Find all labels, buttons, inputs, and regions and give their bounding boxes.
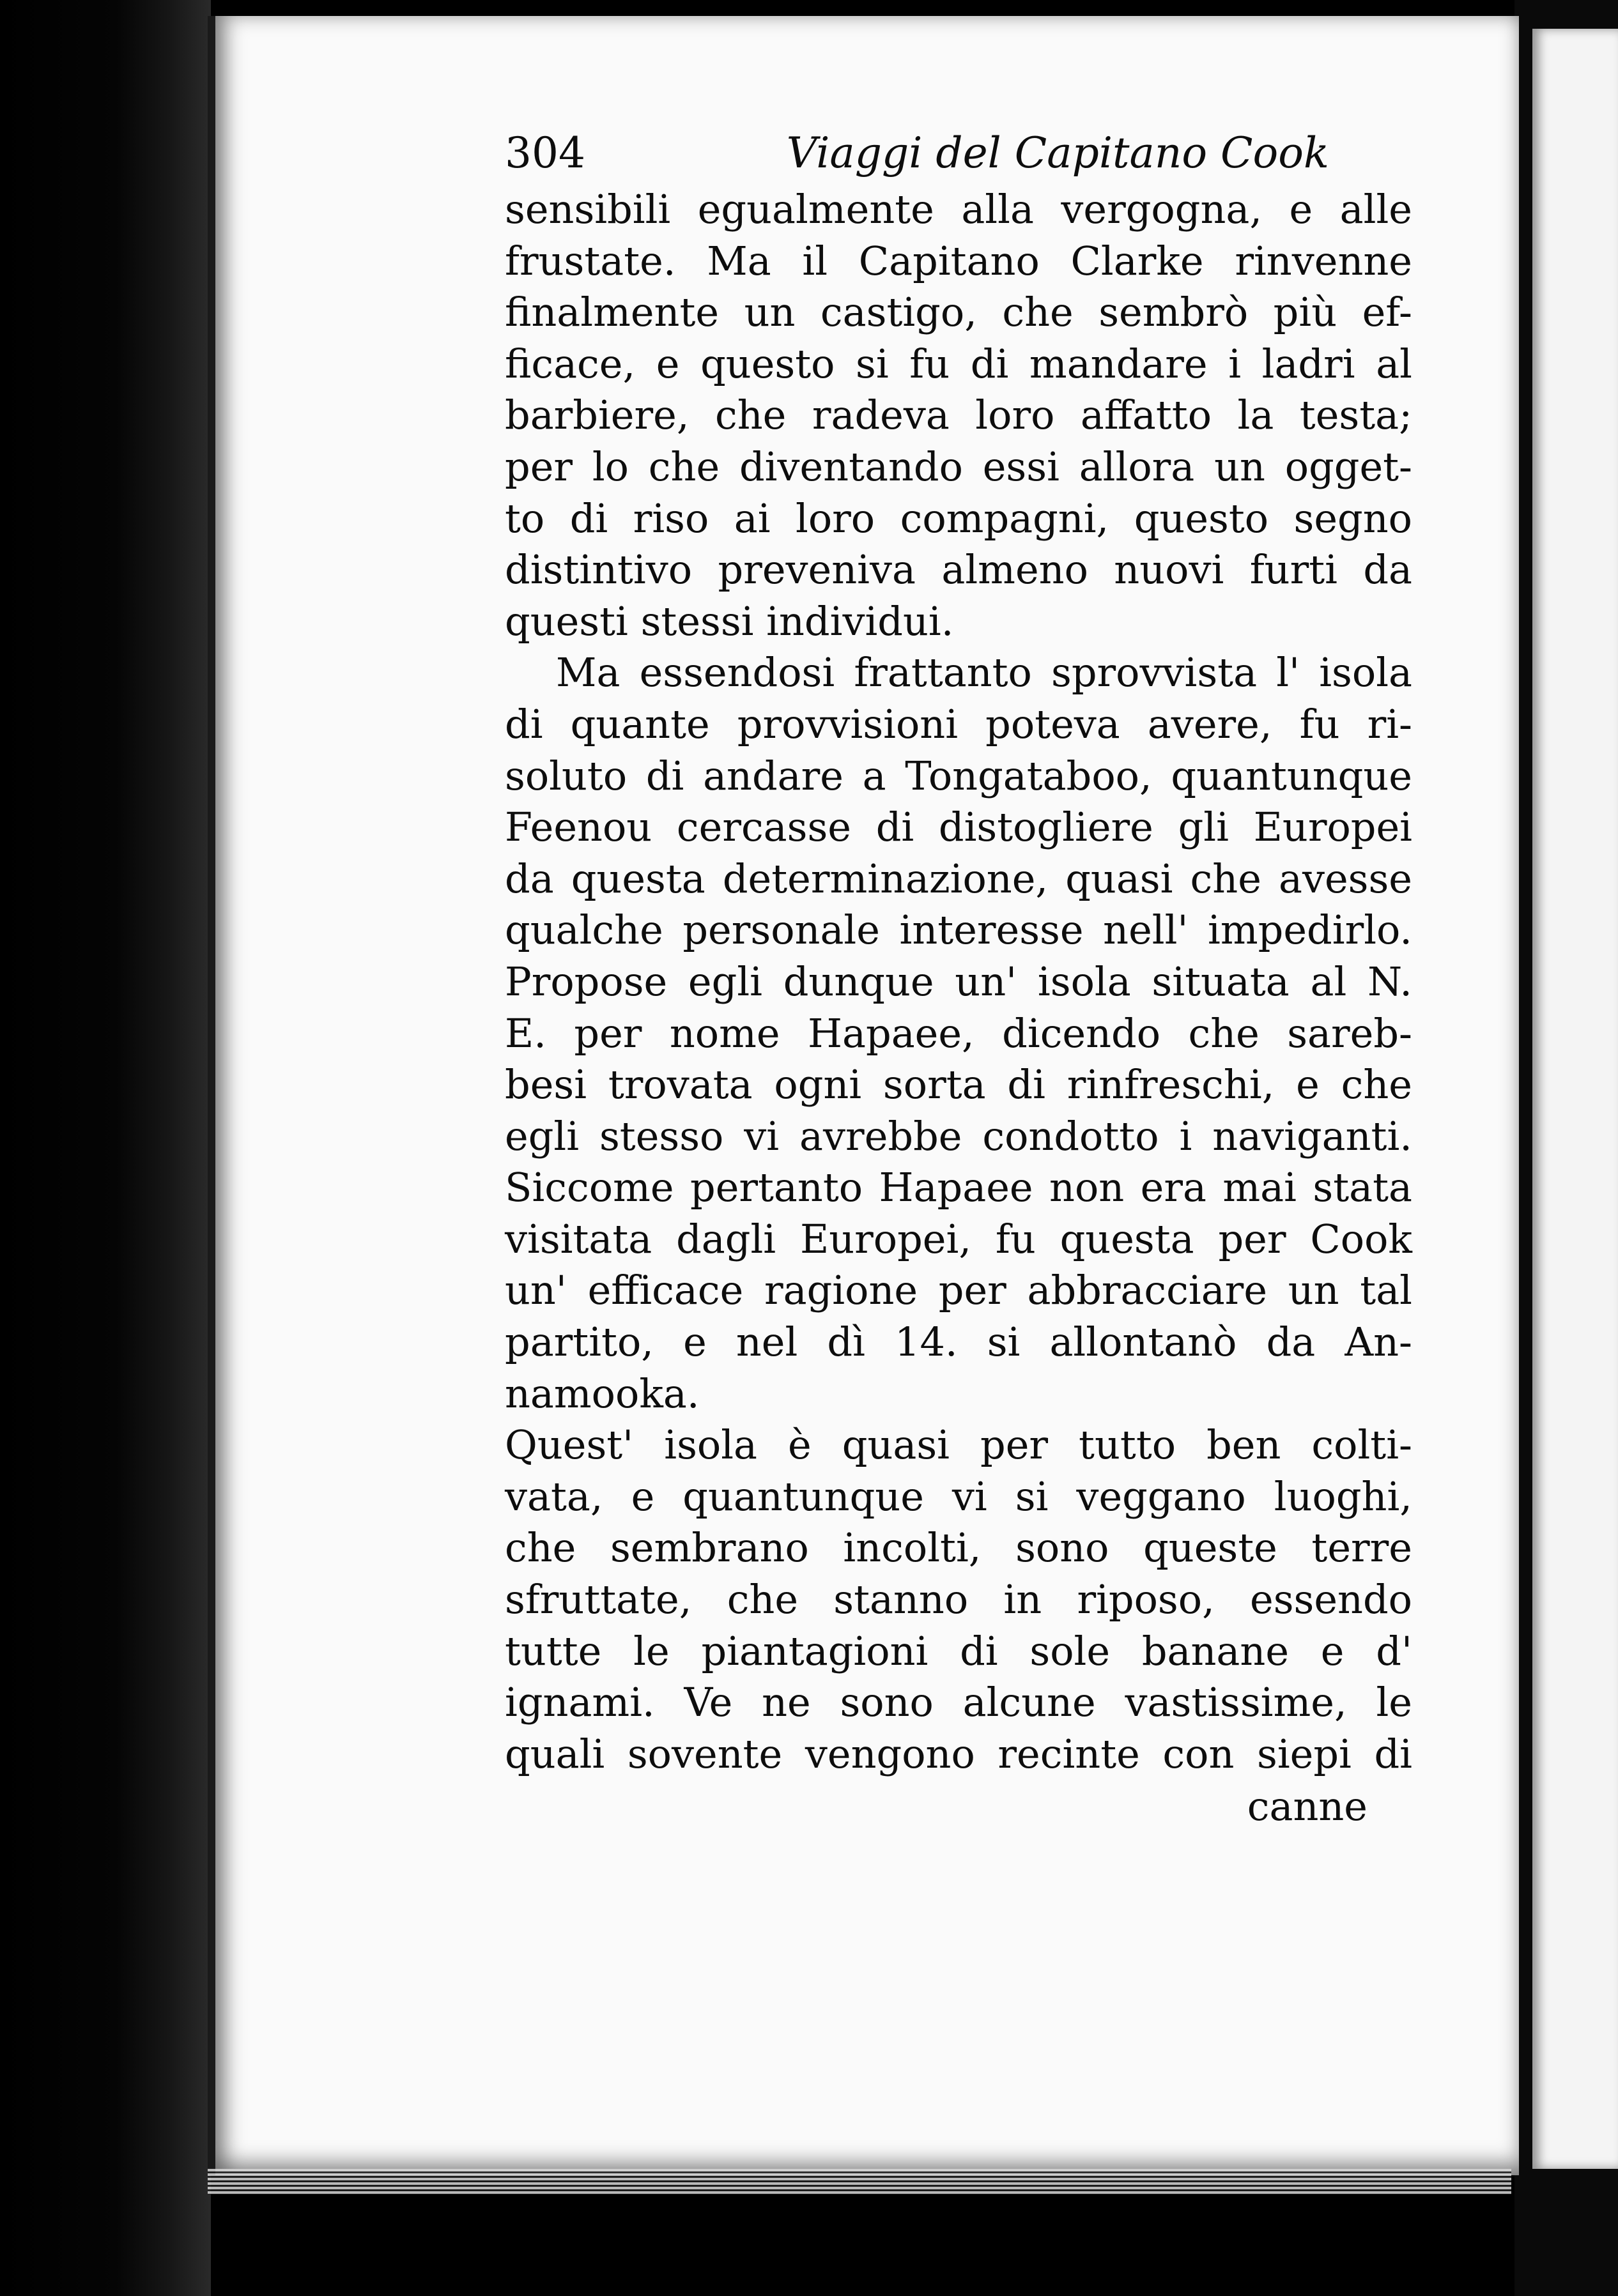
running-title: Viaggi del Capitano Cook	[786, 128, 1329, 178]
text-line: per lo che diventando essi allora un ogget-	[505, 443, 1412, 490]
text-line: finalmente un castigo, che sembrò più ef-	[505, 289, 1412, 336]
text-line: tutte le piantagioni di sole banane e d'	[505, 1627, 1412, 1674]
text-line: che sembrano incolti, sono queste terre	[505, 1524, 1412, 1572]
text-line: partito, e nel dì 14. si allontanò da An-	[505, 1319, 1412, 1366]
text-line: besi trovata ogni sorta di rinfreschi, e che	[505, 1061, 1412, 1108]
text-line: questi stessi individui.	[505, 597, 954, 645]
page-stack-edge	[208, 2169, 1511, 2194]
text-line: qualche personale interesse nell' impedirlo.	[505, 907, 1412, 954]
text-line: di quante provvisioni poteva avere, fu ri-	[505, 700, 1412, 747]
text-line: sfruttate, che stanno in riposo, essendo	[505, 1576, 1412, 1623]
text-line: Feenou cercasse di distogliere gli Europei	[505, 804, 1412, 851]
text-line: Siccome pertanto Hapaee non era mai stata	[505, 1164, 1412, 1211]
body-text	[505, 184, 1412, 1780]
text-line: Propose egli dunque un' isola situata al N.	[505, 958, 1412, 1005]
text-line: ficace, e questo si fu di mandare i ladri al	[505, 340, 1412, 387]
text-line: visitata dagli Europei, fu questa per Cook	[505, 1215, 1412, 1262]
facing-page-edge	[1532, 29, 1618, 2169]
book-spine-shadow	[0, 0, 211, 2296]
text-line: to di riso ai loro compagni, questo segno	[505, 494, 1412, 542]
page-number: 304	[505, 128, 585, 178]
text-line: Quest' isola è quasi per tutto ben colti-	[505, 1421, 1412, 1469]
text-line: da questa determinazione, quasi che avesse	[505, 855, 1412, 902]
text-line: ignami. Ve ne sono alcune vastissime, le	[505, 1679, 1412, 1726]
text-line: quali sovente vengono recinte con siepi di	[505, 1730, 1412, 1777]
text-line: soluto di andare a Tongataboo, quantunque	[505, 752, 1412, 799]
page-text-block	[505, 128, 1412, 1833]
text-line: egli stesso vi avrebbe condotto i naviganti.	[505, 1112, 1412, 1159]
text-line: frustate. Ma il Capitano Clarke rinvenne	[505, 237, 1412, 284]
text-line: vata, e quantunque vi si veggano luoghi,	[505, 1473, 1412, 1520]
text-line: namooka.	[505, 1370, 700, 1417]
text-line: sensibili egualmente alla vergogna, e alle	[505, 186, 1412, 233]
text-line: distintivo preveniva almeno nuovi furti da	[505, 546, 1412, 593]
running-header	[505, 128, 1412, 184]
text-line: barbiere, che radeva loro affatto la testa;	[505, 392, 1412, 439]
text-line: Ma essendosi frattanto sprovvista l' isola	[556, 649, 1412, 696]
text-line: E. per nome Hapaee, dicendo che sareb-	[505, 1009, 1412, 1057]
catchword: canne	[1247, 1783, 1368, 1830]
text-line: un' efficace ragione per abbracciare un tal	[505, 1267, 1412, 1314]
